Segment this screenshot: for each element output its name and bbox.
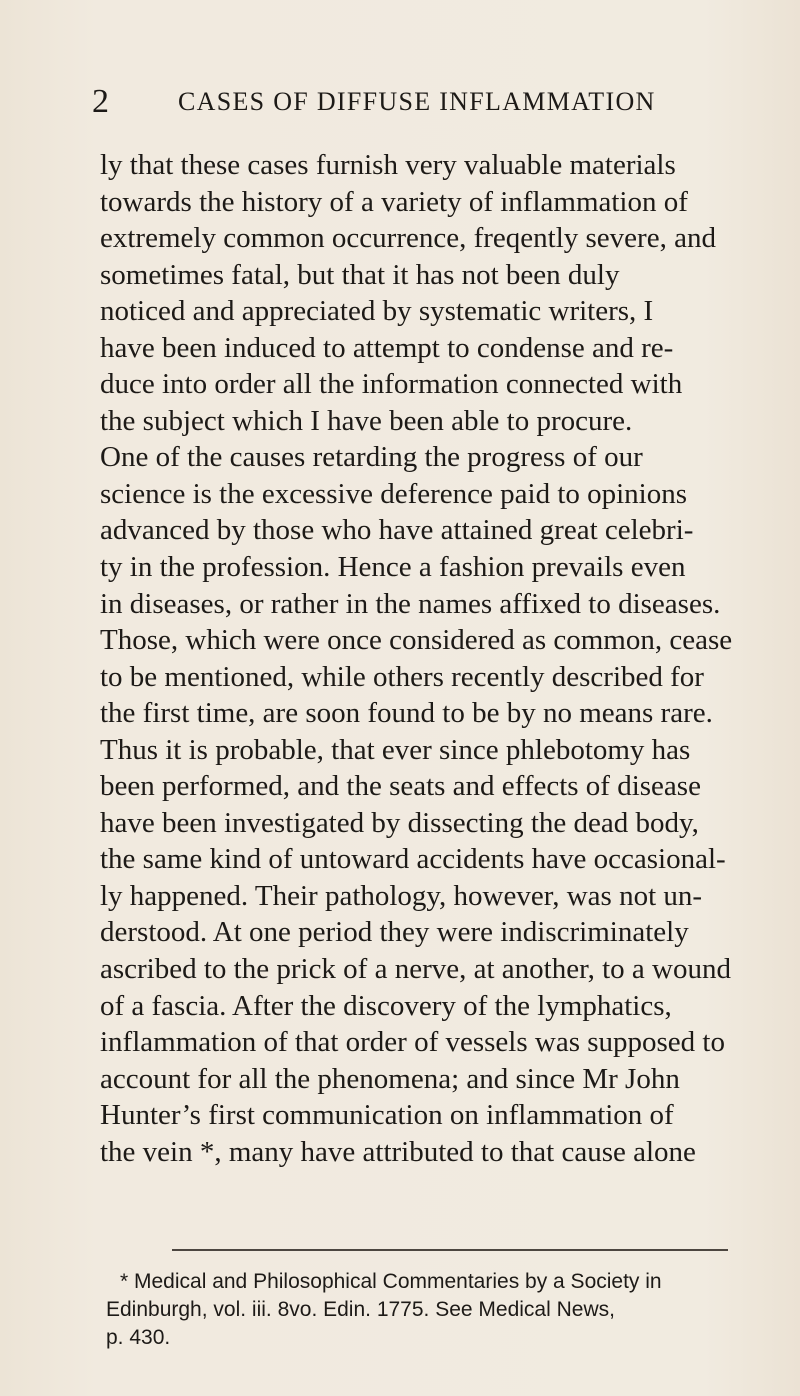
text-line: science is the excessive deference paid to opinions xyxy=(100,477,688,510)
text-line: noticed and appreciated by systematic writers, I xyxy=(100,295,654,328)
text-line: inflammation of that order of vessels was supposed to xyxy=(100,1026,725,1059)
footnote-line: Edinburgh, vol. iii. 8vo. Edin. 1775. See Medical News, xyxy=(106,1298,615,1321)
text-line: have been induced to attempt to condense and re- xyxy=(100,331,674,364)
footnote-divider xyxy=(172,1249,728,1251)
running-head: CASES OF DIFFUSE INFLAMMATION xyxy=(178,87,656,116)
text-line: derstood. At one period they were indiscriminately xyxy=(100,916,689,949)
text-line: have been investigated by dissecting the dead body, xyxy=(100,806,699,839)
text-line: One of the causes retarding the progress of our xyxy=(100,441,643,474)
text-line: towards the history of a variety of inflammation of xyxy=(100,185,688,218)
text-line: of a fascia. After the discovery of the lymphatics, xyxy=(100,989,672,1022)
text-line: the vein *, many have attributed to that cause alone xyxy=(100,1135,696,1168)
text-line: ly happened. Their pathology, however, was not un- xyxy=(100,879,703,912)
text-line: been performed, and the seats and effects of disease xyxy=(100,770,701,803)
text-line: advanced by those who have attained great celebri- xyxy=(100,514,694,547)
text-line: ty in the profession. Hence a fashion prevails even xyxy=(100,551,686,584)
footnote-line: p. 430. xyxy=(106,1326,171,1349)
page-header xyxy=(90,82,710,122)
text-line: sometimes fatal, but that it has not been duly xyxy=(100,258,620,291)
text-line: account for all the phenomena; and since Mr John xyxy=(100,1062,680,1095)
page-number: 2 xyxy=(92,83,109,120)
text-line: to be mentioned, while others recently described for xyxy=(100,660,704,693)
text-line: Hunter’s first communication on inflammation of xyxy=(100,1099,674,1132)
text-line: Those, which were once considered as common, cease xyxy=(100,624,733,657)
text-line: ly that these cases furnish very valuable materials xyxy=(100,149,676,181)
text-line: the same kind of untoward accidents have occasional- xyxy=(100,843,726,876)
text-line: duce into order all the information connected with xyxy=(100,368,683,401)
text-line: the subject which I have been able to procure. xyxy=(100,404,633,437)
text-line: in diseases, or rather in the names affixed to diseases. xyxy=(100,587,721,620)
text-line: extremely common occurrence, freqently severe, and xyxy=(100,222,716,255)
footnote xyxy=(106,1268,786,1352)
body-text xyxy=(100,147,770,1170)
text-line: the first time, are soon found to be by no means rare. xyxy=(100,697,713,730)
footnote-line: * Medical and Philosophical Commentaries by a Society in xyxy=(120,1270,662,1293)
text-line: Thus it is probable, that ever since phlebotomy has xyxy=(100,733,691,766)
text-line: ascribed to the prick of a nerve, at another, to a wound xyxy=(100,953,731,986)
